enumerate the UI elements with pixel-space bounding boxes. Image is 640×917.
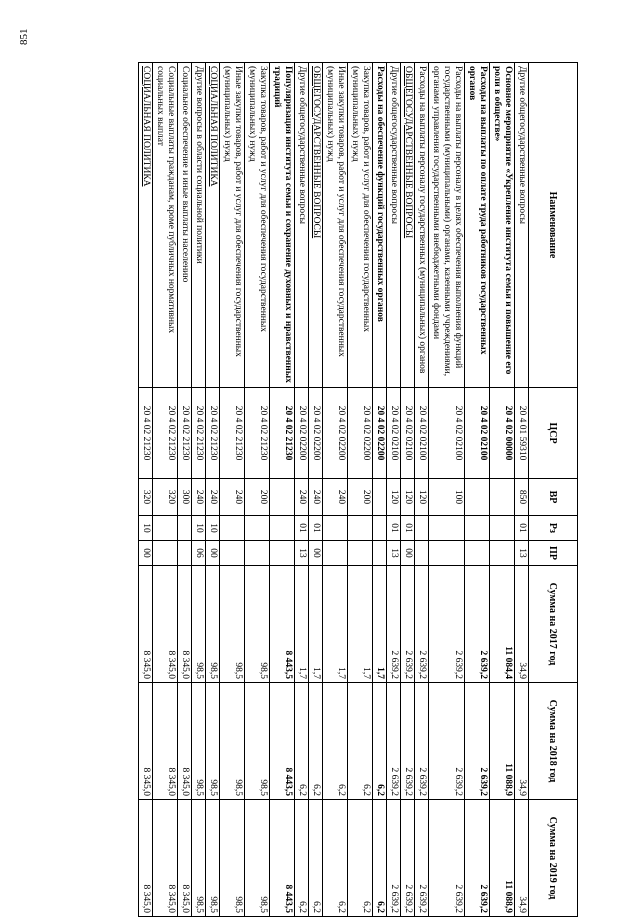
row-rz [153, 516, 178, 541]
row-name: СОЦИАЛЬНАЯ ПОЛИТИКА [206, 63, 220, 388]
header-sum-2017: Сумма на 2017 год [529, 566, 578, 683]
row-name: Популяризация института семьи и сохранение духовных и нравственных традиций [270, 63, 295, 388]
row-name: Иные закупки товаров, работ и услуг для обеспечения государственных (муниципальных) нужд [323, 63, 348, 388]
row-pr [178, 541, 192, 566]
row-pr [323, 541, 348, 566]
table-row [220, 63, 245, 917]
row-sum-2018: 6,2 [309, 683, 323, 800]
table-row [490, 63, 515, 917]
row-rz [348, 516, 373, 541]
row-name: Закупка товаров, работ и услуг для обеспечения государственных (муниципальных) нужд [245, 63, 270, 388]
table-body [139, 63, 529, 917]
row-sum-2018: 98,5 [206, 683, 220, 800]
row-pr: 00 [139, 541, 153, 566]
row-sum-2018: 6,2 [295, 683, 309, 800]
row-sum-2017: 2 639,2 [429, 566, 465, 683]
table-row [153, 63, 178, 917]
table-row [348, 63, 373, 917]
row-sum-2019: 8 443,5 [270, 800, 295, 917]
row-sum-2017: 11 084,4 [490, 566, 515, 683]
row-sum-2017: 98,5 [192, 566, 206, 683]
row-vr [490, 479, 515, 516]
header-vr: ВР [529, 479, 578, 516]
row-vr [373, 479, 387, 516]
row-sum-2018: 6,2 [348, 683, 373, 800]
row-vr [465, 479, 490, 516]
row-csr: 20 4 02 02200 [323, 388, 348, 479]
row-vr: 200 [348, 479, 373, 516]
row-csr: 20 4 01 59310 [515, 388, 529, 479]
row-rz: 01 [515, 516, 529, 541]
row-sum-2018: 11 088,9 [490, 683, 515, 800]
row-name: Другие общегосударственные вопросы [387, 63, 401, 388]
row-csr: 20 4 02 21230 [220, 388, 245, 479]
row-sum-2019: 6,2 [348, 800, 373, 917]
row-sum-2018: 8 345,0 [139, 683, 153, 800]
row-sum-2018: 8 345,0 [153, 683, 178, 800]
row-rz: 01 [309, 516, 323, 541]
row-sum-2017: 1,7 [295, 566, 309, 683]
row-csr: 20 4 02 02200 [295, 388, 309, 479]
row-sum-2019: 8 345,0 [139, 800, 153, 917]
row-vr: 240 [220, 479, 245, 516]
row-sum-2019: 2 639,2 [465, 800, 490, 917]
budget-table-container [88, 62, 578, 913]
row-rz: 01 [295, 516, 309, 541]
row-pr [220, 541, 245, 566]
row-pr: 13 [387, 541, 401, 566]
row-vr: 120 [387, 479, 401, 516]
table-row [465, 63, 490, 917]
row-sum-2017: 8 443,5 [270, 566, 295, 683]
row-name: Расходы на выплаты персоналу в целях обеспечения выполнения функций государственными (муниципальными) органами, казенными учреждениями, органами управления государственными внебюджетными фондами [429, 63, 465, 388]
row-sum-2019: 2 639,2 [415, 800, 429, 917]
row-pr [348, 541, 373, 566]
row-sum-2017: 8 345,0 [139, 566, 153, 683]
table-row [245, 63, 270, 917]
header-sum-2018: Сумма на 2018 год [529, 683, 578, 800]
row-sum-2019: 98,5 [245, 800, 270, 917]
row-rz [245, 516, 270, 541]
row-csr: 20 4 02 02200 [309, 388, 323, 479]
row-sum-2018: 8 443,5 [270, 683, 295, 800]
row-sum-2019: 2 639,2 [429, 800, 465, 917]
row-csr: 20 4 02 21230 [139, 388, 153, 479]
table-row [206, 63, 220, 917]
row-vr: 120 [415, 479, 429, 516]
row-pr [429, 541, 465, 566]
row-rz [178, 516, 192, 541]
row-sum-2019: 34,9 [515, 800, 529, 917]
row-name: Основное мероприятие «Укрепление института семьи и повышение его роли в обществе» [490, 63, 515, 388]
table-row [178, 63, 192, 917]
row-name: Иные закупки товаров, работ и услуг для обеспечения государственных (муниципальных) нужд [220, 63, 245, 388]
row-name: Другие общегосударственные вопросы [515, 63, 529, 388]
row-vr: 240 [206, 479, 220, 516]
row-pr [373, 541, 387, 566]
row-rz: 01 [401, 516, 415, 541]
row-sum-2017: 2 639,2 [387, 566, 401, 683]
row-sum-2019: 8 345,0 [178, 800, 192, 917]
header-sum-2019: Сумма на 2019 год [529, 800, 578, 917]
row-csr: 20 4 02 02100 [465, 388, 490, 479]
row-sum-2017: 98,5 [220, 566, 245, 683]
row-vr: 240 [323, 479, 348, 516]
row-pr: 00 [401, 541, 415, 566]
row-name: Расходы на выплаты по оплате труда работников государственных органов [465, 63, 490, 388]
row-sum-2019: 98,5 [220, 800, 245, 917]
budget-table [138, 62, 578, 917]
row-vr: 850 [515, 479, 529, 516]
row-rz [373, 516, 387, 541]
row-csr: 20 4 02 02100 [415, 388, 429, 479]
row-name: ОБЩЕГОСУДАРСТВЕННЫЕ ВОПРОСЫ [401, 63, 415, 388]
row-sum-2018: 98,5 [192, 683, 206, 800]
row-rz [220, 516, 245, 541]
table-row [309, 63, 323, 917]
row-sum-2017: 2 639,2 [401, 566, 415, 683]
header-pr: ПР [529, 541, 578, 566]
row-rz [465, 516, 490, 541]
table-row [270, 63, 295, 917]
row-pr [490, 541, 515, 566]
table-row [139, 63, 153, 917]
row-sum-2017: 8 345,0 [153, 566, 178, 683]
row-pr: 00 [309, 541, 323, 566]
table-header-row [529, 63, 578, 917]
table-row [295, 63, 309, 917]
table-row [323, 63, 348, 917]
row-sum-2018: 8 345,0 [178, 683, 192, 800]
row-vr: 120 [401, 479, 415, 516]
row-csr: 20 4 02 02200 [373, 388, 387, 479]
row-csr: 20 4 02 02200 [348, 388, 373, 479]
row-sum-2018: 2 639,2 [429, 683, 465, 800]
row-vr: 240 [192, 479, 206, 516]
row-sum-2017: 1,7 [309, 566, 323, 683]
row-name: Другие общегосударственные вопросы [295, 63, 309, 388]
row-pr [245, 541, 270, 566]
header-name: Наименование [529, 63, 578, 388]
table-row [415, 63, 429, 917]
row-name: Расходы на обеспечение функций государственных органов [373, 63, 387, 388]
row-csr: 20 4 02 21230 [206, 388, 220, 479]
row-name: ОБЩЕГОСУДАРСТВЕННЫЕ ВОПРОСЫ [309, 63, 323, 388]
row-csr: 20 4 02 02100 [387, 388, 401, 479]
table-row [192, 63, 206, 917]
row-sum-2018: 6,2 [373, 683, 387, 800]
row-sum-2017: 1,7 [348, 566, 373, 683]
table-row [429, 63, 465, 917]
row-sum-2017: 98,5 [206, 566, 220, 683]
row-rz [429, 516, 465, 541]
row-pr [465, 541, 490, 566]
row-sum-2019: 2 639,2 [401, 800, 415, 917]
row-pr: 06 [192, 541, 206, 566]
row-sum-2018: 98,5 [245, 683, 270, 800]
row-rz [270, 516, 295, 541]
row-pr [270, 541, 295, 566]
row-sum-2019: 6,2 [295, 800, 309, 917]
row-csr: 20 4 02 21230 [178, 388, 192, 479]
row-rz [323, 516, 348, 541]
row-sum-2019: 6,2 [309, 800, 323, 917]
page-number: 851 [18, 28, 30, 46]
header-rz: Рз [529, 516, 578, 541]
row-sum-2019: 98,5 [206, 800, 220, 917]
row-pr: 13 [515, 541, 529, 566]
row-sum-2019: 98,5 [192, 800, 206, 917]
row-vr [270, 479, 295, 516]
row-sum-2017: 98,5 [245, 566, 270, 683]
row-name: Социальное обеспечение и иные выплаты населению [178, 63, 192, 388]
row-pr: 13 [295, 541, 309, 566]
row-sum-2019: 8 345,0 [153, 800, 178, 917]
row-pr: 00 [206, 541, 220, 566]
row-name: Закупка товаров, работ и услуг для обеспечения государственных (муниципальных) нужд [348, 63, 373, 388]
row-csr: 20 4 02 21230 [270, 388, 295, 479]
row-vr: 320 [153, 479, 178, 516]
row-sum-2017: 2 639,2 [415, 566, 429, 683]
row-rz: 01 [387, 516, 401, 541]
row-vr: 320 [139, 479, 153, 516]
row-vr: 300 [178, 479, 192, 516]
row-rz [490, 516, 515, 541]
row-name: Другие вопросы в области социальной политики [192, 63, 206, 388]
row-name: Расходы на выплаты персоналу государственных (муниципальных) органов [415, 63, 429, 388]
row-vr: 200 [245, 479, 270, 516]
row-csr: 20 4 02 21230 [245, 388, 270, 479]
row-sum-2017: 34,9 [515, 566, 529, 683]
row-sum-2018: 2 639,2 [415, 683, 429, 800]
row-sum-2018: 6,2 [323, 683, 348, 800]
row-vr: 240 [309, 479, 323, 516]
row-csr: 20 4 02 21230 [192, 388, 206, 479]
row-sum-2019: 11 088,9 [490, 800, 515, 917]
header-csr: ЦСР [529, 388, 578, 479]
row-sum-2017: 1,7 [323, 566, 348, 683]
row-sum-2019: 2 639,2 [387, 800, 401, 917]
table-row [387, 63, 401, 917]
row-sum-2017: 1,7 [373, 566, 387, 683]
table-row [401, 63, 415, 917]
row-sum-2018: 2 639,2 [465, 683, 490, 800]
row-sum-2019: 6,2 [323, 800, 348, 917]
table-row [373, 63, 387, 917]
row-sum-2018: 34,9 [515, 683, 529, 800]
row-sum-2017: 8 345,0 [178, 566, 192, 683]
row-vr: 240 [295, 479, 309, 516]
row-pr [153, 541, 178, 566]
row-sum-2018: 98,5 [220, 683, 245, 800]
row-csr: 20 4 02 00000 [490, 388, 515, 479]
row-csr: 20 4 02 02100 [429, 388, 465, 479]
row-name: Социальные выплаты гражданам, кроме публичных нормативных социальных выплат [153, 63, 178, 388]
row-csr: 20 4 02 21230 [153, 388, 178, 479]
row-sum-2019: 6,2 [373, 800, 387, 917]
row-rz: 10 [192, 516, 206, 541]
row-sum-2018: 2 639,2 [387, 683, 401, 800]
row-rz [415, 516, 429, 541]
row-vr: 100 [429, 479, 465, 516]
row-csr: 20 4 02 02100 [401, 388, 415, 479]
row-rz: 10 [206, 516, 220, 541]
row-rz: 10 [139, 516, 153, 541]
table-row [515, 63, 529, 917]
row-pr [415, 541, 429, 566]
row-name: СОЦИАЛЬНАЯ ПОЛИТИКА [139, 63, 153, 388]
row-sum-2017: 2 639,2 [465, 566, 490, 683]
row-sum-2018: 2 639,2 [401, 683, 415, 800]
